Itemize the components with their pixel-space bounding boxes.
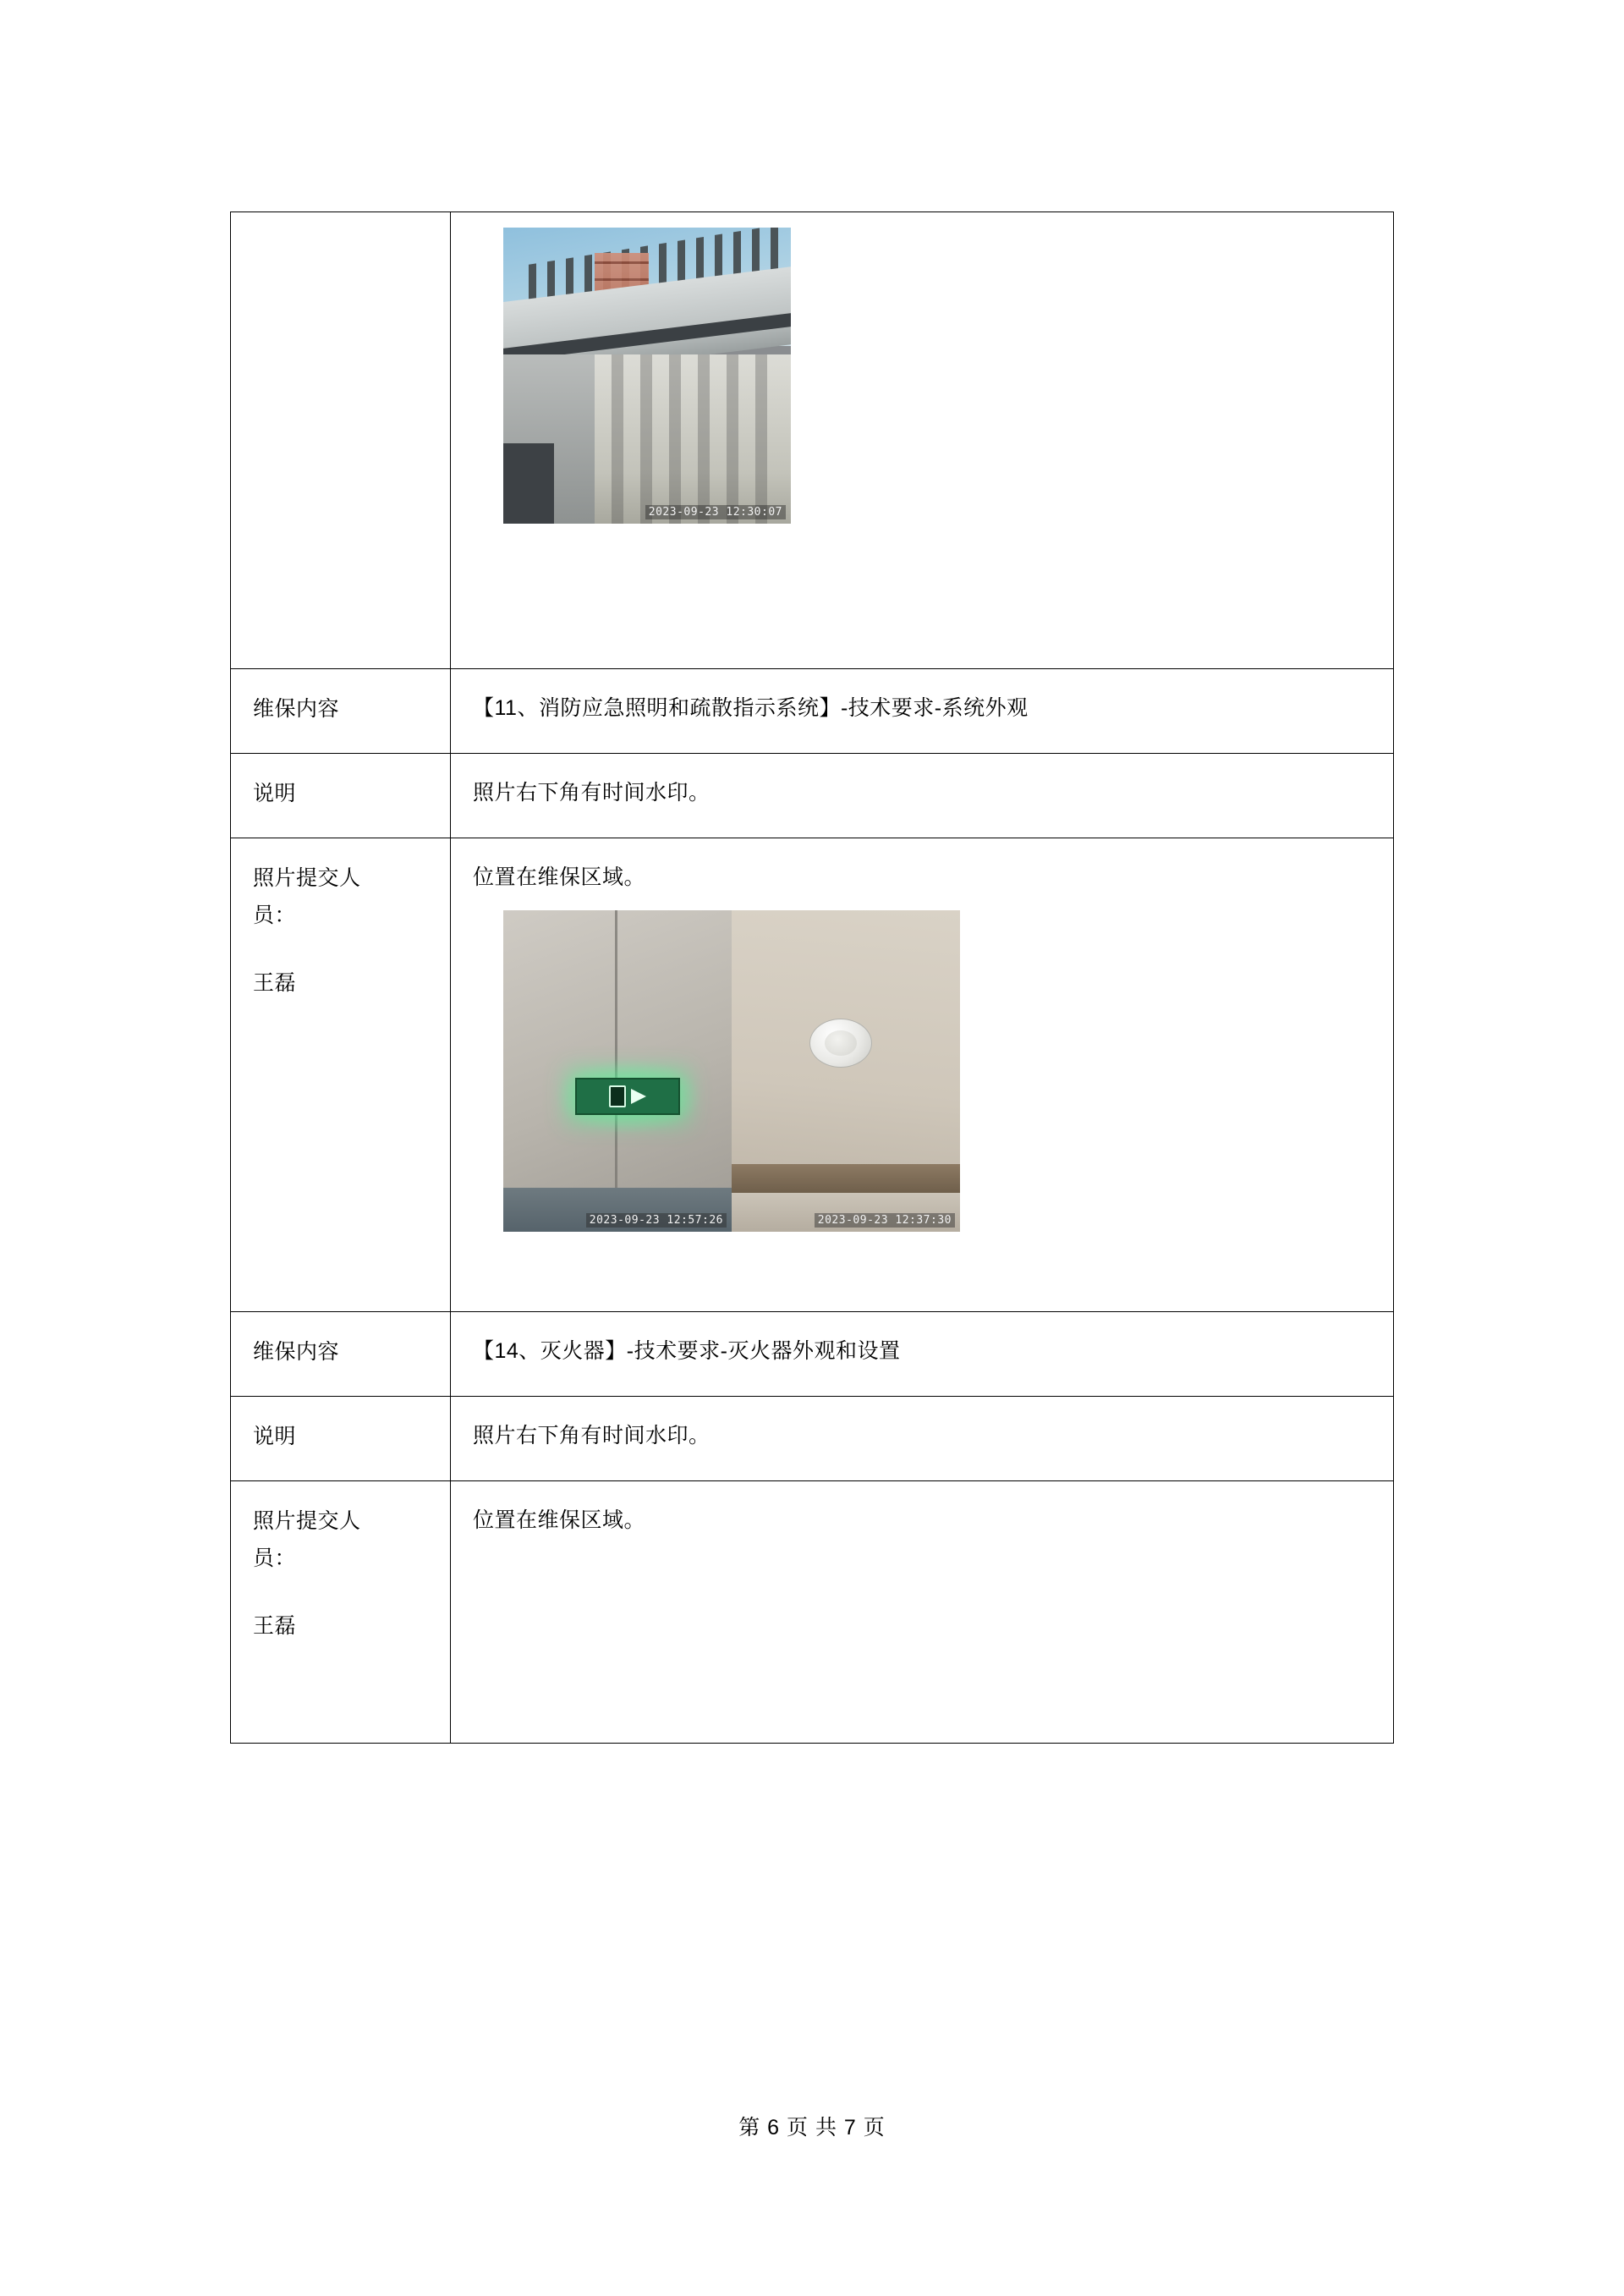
photo-shadow-stripe	[612, 354, 623, 524]
ceiling-detector-photo	[732, 910, 960, 1232]
emergency-exit-sign	[575, 1078, 680, 1115]
submitter-label-line1: 照片提交人	[253, 866, 361, 890]
row-content-cell	[451, 212, 1394, 669]
description-text: 照片右下角有时间水印。	[473, 781, 710, 805]
submitter-label-line1: 照片提交人	[253, 1509, 361, 1533]
submitter-name: 王磊	[253, 1613, 297, 1638]
submitter-label-line2: 员：	[253, 903, 297, 927]
table-row	[231, 1397, 1394, 1481]
description-text: 照片右下角有时间水印。	[473, 1424, 710, 1447]
photo-wood-band	[732, 1164, 960, 1193]
photo-dark-corner	[503, 443, 554, 524]
ceiling-louvre-photo	[503, 228, 791, 524]
photo-shadow-stripe	[755, 354, 767, 524]
table-row	[231, 1481, 1394, 1744]
row-label-cell	[231, 754, 451, 838]
row-content-cell	[451, 754, 1394, 838]
row-label-photo-submitter	[231, 838, 450, 1024]
running-man-icon	[609, 1085, 626, 1107]
photo-shadow-stripe	[640, 354, 652, 524]
arrow-right-icon	[631, 1089, 646, 1104]
photo-shadow-stripe	[669, 354, 681, 524]
row-label-description: 说明	[253, 782, 297, 805]
submitter-content-text: 位置在维保区域。	[473, 865, 646, 889]
photo-container	[451, 212, 1393, 539]
row-content-cell	[451, 1312, 1394, 1397]
row-label-cell	[231, 1481, 451, 1744]
table-row	[231, 754, 1394, 838]
row-content-cell	[451, 669, 1394, 754]
maintenance-content-text: 【11、消防应急照明和疏散指示系统】-技术要求-系统外观	[473, 696, 1029, 720]
submitter-name: 王磊	[253, 970, 297, 995]
row-label-cell	[231, 669, 451, 754]
maintenance-record-table	[230, 211, 1394, 1744]
smoke-detector-icon	[809, 1019, 872, 1068]
row-label-cell	[231, 212, 451, 669]
row-label-maintenance-content: 维保内容	[253, 1340, 340, 1364]
page-footer: 第 6 页 共 7 页	[738, 2116, 886, 2139]
row-label-description: 说明	[253, 1425, 297, 1448]
row-content-cell	[451, 1481, 1394, 1744]
detector-led-dot	[849, 1038, 854, 1043]
row-label-photo-submitter	[231, 1481, 450, 1667]
row-label-cell	[231, 838, 451, 1312]
photo-shadow-stripe	[698, 354, 710, 524]
table-row	[231, 212, 1394, 669]
row-label	[231, 212, 450, 256]
row-label-cell	[231, 1312, 451, 1397]
table-row	[231, 1312, 1394, 1397]
submitter-label-line2: 员：	[253, 1546, 297, 1570]
photo-timestamp: 2023-09-23 12:57:26	[586, 1213, 727, 1228]
exit-sign-photo	[503, 910, 732, 1232]
table-row	[231, 669, 1394, 754]
table-row	[231, 838, 1394, 1312]
photo-timestamp: 2023-09-23 12:37:30	[815, 1213, 955, 1228]
row-label-cell	[231, 1397, 451, 1481]
row-label-maintenance-content: 维保内容	[253, 697, 340, 721]
photo-pair-container	[451, 895, 1393, 1247]
row-content-cell	[451, 838, 1394, 1312]
maintenance-content-text: 【14、灭火器】-技术要求-灭火器外观和设置	[473, 1339, 901, 1363]
submitter-content-text: 位置在维保区域。	[473, 1508, 646, 1532]
photo-timestamp: 2023-09-23 12:30:07	[645, 505, 786, 519]
row-content-cell	[451, 1397, 1394, 1481]
photo-shadow-stripe	[727, 354, 738, 524]
